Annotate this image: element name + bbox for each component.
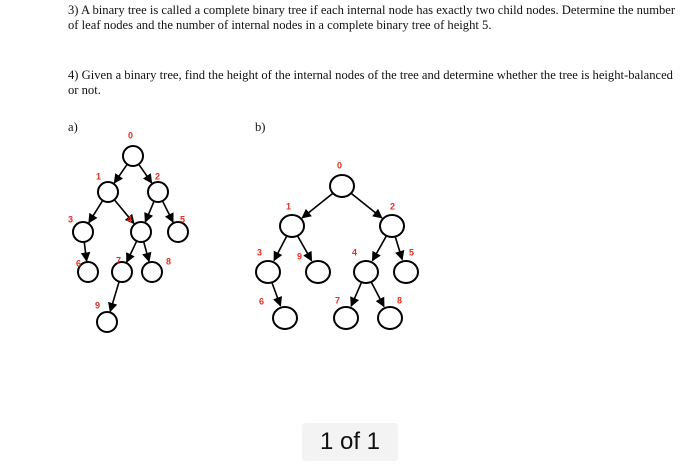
tree-b-node-9	[306, 261, 330, 283]
tree-b-label-8: 8	[397, 295, 403, 306]
tree-a-edge-2-4	[145, 201, 154, 222]
tree-b-node-8	[378, 307, 402, 329]
tree-b-node-6	[273, 307, 297, 329]
tree-a-label-6: 6	[76, 258, 82, 269]
tree-a-edge-4-7	[127, 241, 137, 262]
tree-b-edge-0-2	[351, 193, 381, 217]
question-3-text: 3) A binary tree is called a complete binary tree if each internal node has exactly two child nodes. Determine the number of leaf nodes and the number of internal nodes in a complete binary tree of height 5.	[68, 3, 676, 32]
tree-b-node-3	[256, 261, 280, 283]
tree-b-node-7	[334, 307, 358, 329]
tree-b-label-3: 3	[257, 247, 263, 258]
tree-a-node-1	[98, 182, 118, 202]
tree-b-node-2	[380, 215, 404, 237]
tree-b-node-4	[354, 261, 378, 283]
tree-b-edge-1-3	[274, 237, 286, 261]
tree-a-edge-2-5	[162, 201, 173, 222]
tree-a-node-3	[73, 222, 93, 242]
tree-b-label: b)	[255, 120, 266, 134]
tree-a-label-9: 9	[95, 300, 101, 311]
tree-a-edge-0-1	[114, 164, 127, 183]
tree-a-node-4	[131, 222, 151, 242]
tree-b-label-1: 1	[286, 201, 292, 212]
tree-a-edge-3-6	[84, 242, 86, 261]
tree-a-label-8: 8	[166, 256, 172, 267]
tree-a-label-7: 7	[116, 255, 122, 266]
tree-a-node-8	[142, 262, 162, 282]
tree-a-label-2: 2	[155, 171, 161, 182]
tree-a-edge-0-2	[139, 164, 152, 183]
tree-b-edge-2-4	[372, 236, 386, 260]
tree-a-node-5	[168, 222, 188, 242]
tree-a-node-9	[97, 312, 117, 332]
tree-a-label-0: 0	[128, 130, 134, 141]
page-indicator: 1 of 1	[302, 423, 398, 461]
tree-b-node-0	[330, 175, 354, 197]
tree-b-label-9: 9	[297, 251, 303, 262]
tree-a-label-1: 1	[96, 171, 102, 182]
tree-b-label-6: 6	[259, 296, 265, 307]
tree-b-node-5	[394, 261, 418, 283]
binary-tree-a	[68, 130, 188, 332]
tree-b-edge-0-1	[302, 193, 332, 217]
tree-b-edge-2-5	[395, 237, 402, 259]
tree-a-label-5: 5	[180, 214, 186, 225]
question-4-text: 4) Given a binary tree, find the height of the internal nodes of the tree and determine whether the tree is height-balanced or not.	[68, 68, 673, 97]
tree-b-edge-3-6	[272, 283, 280, 306]
tree-a-edge-4-8	[144, 242, 149, 262]
tree-b-label-0: 0	[337, 160, 343, 171]
tree-b-edge-4-7	[351, 283, 361, 306]
tree-b-label-4: 4	[352, 247, 358, 258]
tree-a-label: a)	[68, 120, 78, 134]
tree-a-node-0	[123, 146, 143, 166]
tree-a-node-2	[148, 182, 168, 202]
tree-a-edge-7-9	[110, 282, 119, 312]
tree-b-edge-4-8	[372, 283, 384, 307]
tree-b-label-5: 5	[409, 247, 415, 258]
tree-b-label-7: 7	[335, 295, 341, 306]
tree-a-label-3: 3	[68, 214, 74, 225]
tree-a-edge-1-3	[89, 200, 103, 222]
binary-tree-b	[256, 160, 418, 329]
tree-b-node-1	[280, 215, 304, 237]
tree-a-label-4: 4	[127, 214, 133, 225]
tree-b-label-2: 2	[390, 201, 396, 212]
tree-a-node-7	[112, 262, 132, 282]
